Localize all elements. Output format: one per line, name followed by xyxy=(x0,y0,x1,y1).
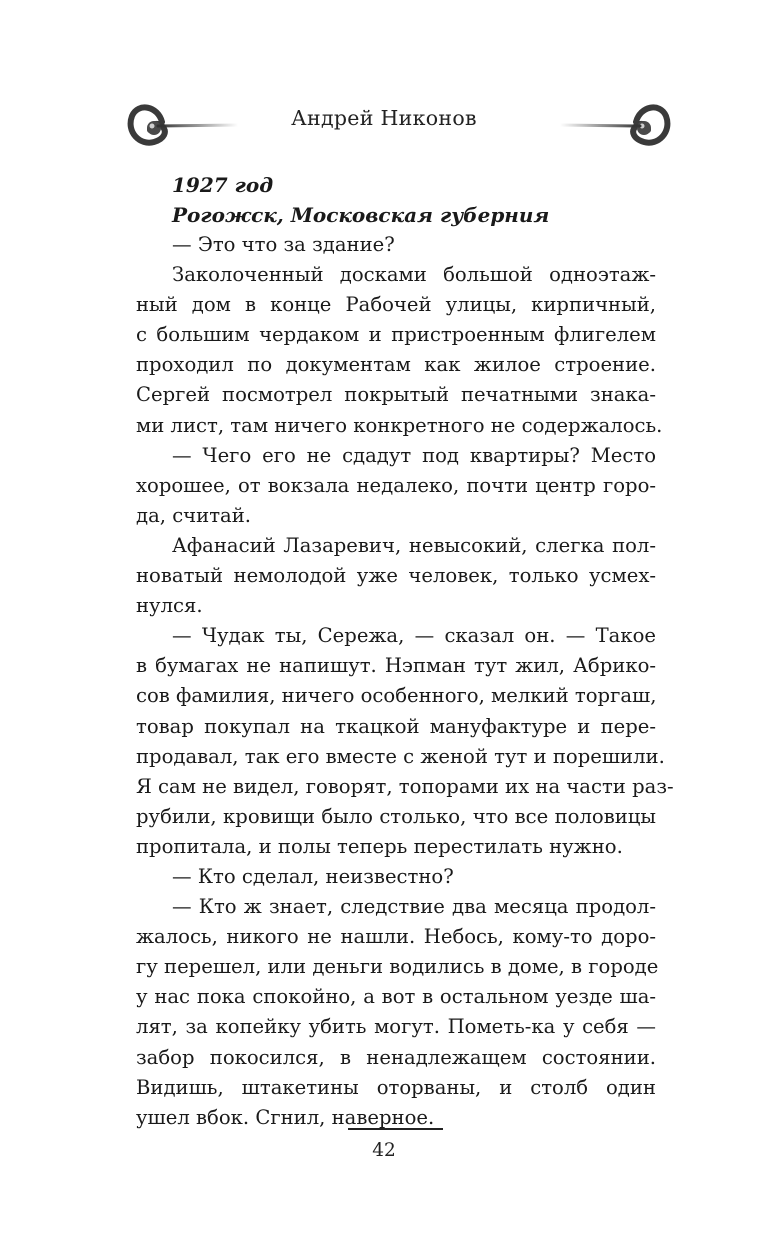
text-line: — Чего его не сдадут под квартиры? Место xyxy=(172,443,656,467)
text-line: Сергей посмотрел покрытый печатными знака- xyxy=(136,383,656,407)
text-line: — Кто сделал, неизвестно? xyxy=(172,864,454,888)
text-line: лят, за копейку убить могут. Пометь-ка у себя — xyxy=(136,1015,656,1039)
text-line: Афанасий Лазаревич, невысокий, слегка пол- xyxy=(172,533,656,557)
text-line: гу перешел, или деньги водились в доме, в городе xyxy=(136,955,659,979)
text-line: ный дом в конце Рабочей улицы, кирпичный, xyxy=(136,293,656,317)
chapter-place: Рогожск, Московская губерния xyxy=(172,203,550,227)
running-header xyxy=(0,92,768,156)
text-line: забор покосился, в ненадлежащем состоянии. xyxy=(136,1045,656,1069)
text-line: ушел вбок. Сгнил, наверное. xyxy=(136,1105,435,1129)
page-text xyxy=(136,170,674,1133)
text-line: у нас пока спокойно, а вот в остальном уезде ша- xyxy=(136,985,656,1009)
text-line: — Это что за здание? xyxy=(172,233,395,256)
text-line: да, считай. xyxy=(136,503,251,527)
page-number: 42 xyxy=(372,1140,396,1161)
text-line: товар покупал на ткацкой мануфактуре и пере- xyxy=(136,714,656,738)
text-line: жалось, никого не нашли. Небось, кому-то доро- xyxy=(136,925,656,949)
text-line: проходил по документам как жилое строение. xyxy=(136,353,656,377)
text-line: продавал, так его вместе с женой тут и порешили. xyxy=(136,744,665,768)
text-line: Я сам не видел, говорят, топорами их на части раз- xyxy=(136,774,674,798)
text-line: Заколоченный досками большой одноэтаж- xyxy=(172,263,656,287)
chapter-year: 1927 год xyxy=(172,173,274,197)
text-line: сов фамилия, ничего особенного, мелкий торгаш, xyxy=(136,684,657,708)
text-line: — Чудак ты, Сережа, — сказал он. — Такое xyxy=(172,624,656,648)
text-line: ми лист, там ничего конкретного не содержалось. xyxy=(136,413,663,437)
text-line: в бумагах не напишут. Нэпман тут жил, Абрико- xyxy=(136,654,656,678)
right-swirl-ornament-icon xyxy=(420,92,680,156)
text-line: с большим чердаком и пристроенным флигелем xyxy=(136,323,656,347)
text-line: — Кто ж знает, следствие два месяца продол- xyxy=(172,895,656,919)
text-line: хорошее, от вокзала недалеко, почти центр горо- xyxy=(136,473,656,497)
footer-rule xyxy=(348,1128,443,1130)
running-header-author: Андрей Никонов xyxy=(291,106,477,130)
text-line: Видишь, штакетины оторваны, и столб один xyxy=(136,1075,656,1099)
text-line: нулся. xyxy=(136,594,203,618)
text-line: новатый немолодой уже человек, только усмех- xyxy=(136,564,656,588)
text-line: рубили, кровищи было столько, что все половицы xyxy=(136,804,656,828)
body-paragraphs xyxy=(136,230,674,1133)
text-line: пропитала, и полы теперь перестилать нужно. xyxy=(136,834,623,858)
